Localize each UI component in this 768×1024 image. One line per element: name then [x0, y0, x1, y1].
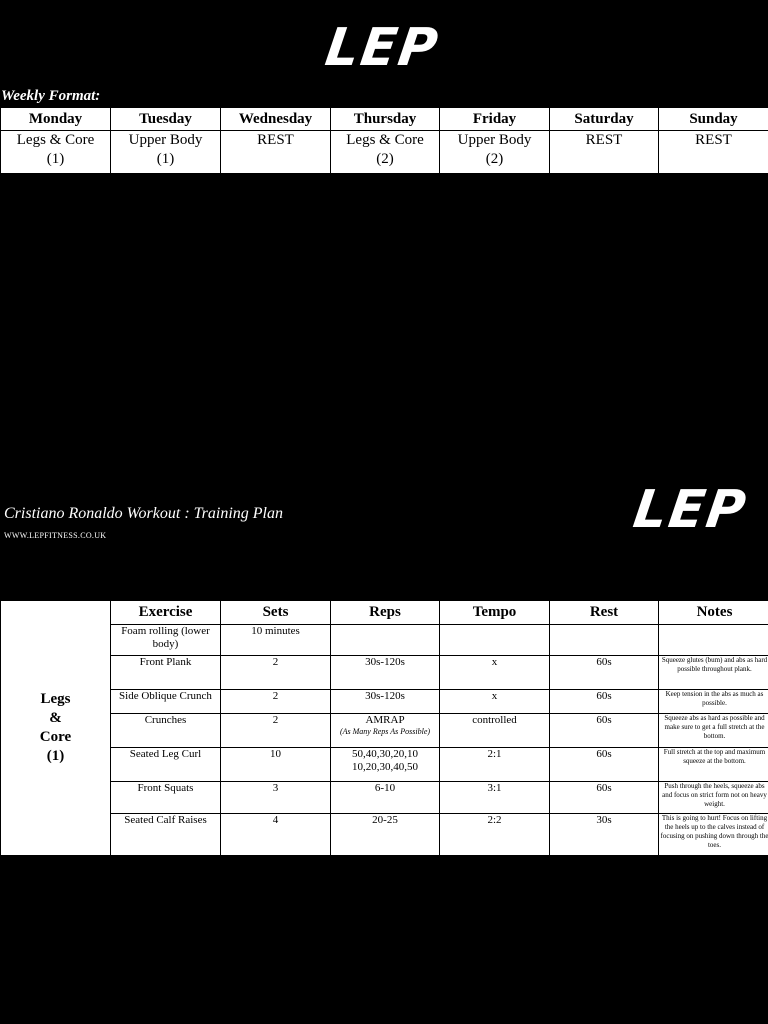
exercise-row — [1, 748, 768, 782]
exercise-row — [1, 714, 768, 748]
reps-value: AMRAP — [365, 714, 405, 726]
exercise-tempo — [440, 625, 550, 656]
session-name: Upper Body — [457, 132, 532, 148]
exercise-name: Side Oblique Crunch — [111, 690, 221, 714]
exercise-name: Front Plank — [111, 656, 221, 690]
day-session-cell — [221, 131, 331, 174]
exercise-notes: Push through the heels, squeeze abs and focus on strict form not on heavy weight. — [659, 782, 768, 814]
session-name: Legs & Core — [16, 132, 95, 148]
exercise-name: Crunches — [111, 714, 221, 748]
training-plan-table — [0, 600, 768, 856]
website-link[interactable]: WWW.LEPFITNESS.CO.UK — [4, 531, 107, 540]
weekly-format-table — [0, 107, 768, 174]
column-header-sets: Sets — [221, 601, 331, 625]
reps-value: 6-10 — [374, 782, 396, 794]
session-name: REST — [585, 132, 623, 148]
session-number: (1) — [46, 151, 65, 167]
exercise-notes: Full stretch at the top and maximum squeeze at the bottom. — [659, 748, 768, 782]
exercise-name: Front Squats — [111, 782, 221, 814]
column-header-exercise: Exercise — [111, 601, 221, 625]
day-header-wednesday: Wednesday — [221, 108, 331, 131]
column-header-notes: Notes — [659, 601, 768, 625]
group-label-line: Legs — [40, 691, 71, 707]
exercise-rest: 60s — [550, 656, 659, 690]
session-number: (2) — [376, 151, 394, 167]
exercise-notes: This is going to hurt! Focus on lifting the heels up to the calves instead of focusing on pushing down through the toes. — [659, 814, 768, 856]
group-label-line: (1) — [46, 748, 65, 764]
day-session-cell — [440, 131, 550, 174]
exercise-tempo: controlled — [440, 714, 550, 748]
exercise-sets: 2 — [221, 714, 331, 748]
exercise-tempo: x — [440, 656, 550, 690]
session-name: Upper Body — [128, 132, 203, 148]
exercise-row — [1, 814, 768, 856]
exercise-sets: 3 — [221, 782, 331, 814]
day-header-saturday: Saturday — [550, 108, 659, 131]
session-name: Legs & Core — [346, 132, 424, 148]
exercise-row — [1, 782, 768, 814]
day-header-tuesday: Tuesday — [111, 108, 221, 131]
exercise-notes: Keep tension in the abs as much as possible. — [659, 690, 768, 714]
exercise-rest: 60s — [550, 748, 659, 782]
exercise-sets: 4 — [221, 814, 331, 856]
exercise-row — [1, 656, 768, 690]
exercise-notes: Squeeze glutes (bum) and abs as hard possible throughout plank. — [659, 656, 768, 690]
exercise-name: Seated Calf Raises — [111, 814, 221, 856]
exercise-notes — [659, 625, 768, 656]
exercise-rest: 60s — [550, 714, 659, 748]
reps-value: 30s-120s — [365, 690, 405, 702]
exercise-tempo: 2:1 — [440, 748, 550, 782]
exercise-rest — [550, 625, 659, 656]
exercise-rest: 60s — [550, 782, 659, 814]
day-header-thursday: Thursday — [331, 108, 440, 131]
reps-note: (As Many Reps As Possible) — [339, 727, 431, 736]
reps-value: 30s-120s — [365, 656, 405, 668]
group-label-line: & — [49, 710, 62, 726]
exercise-row — [1, 625, 768, 656]
exercise-sets: 2 — [221, 656, 331, 690]
session-number: (1) — [156, 151, 175, 167]
day-session-cell — [1, 131, 111, 174]
exercise-row — [1, 690, 768, 714]
brand-logo-secondary: LEP — [629, 480, 751, 540]
exercise-sets: 2 — [221, 690, 331, 714]
exercise-reps — [331, 748, 440, 782]
session-number: (2) — [485, 151, 504, 167]
column-header-reps: Reps — [331, 601, 440, 625]
exercise-tempo: 2:2 — [440, 814, 550, 856]
exercise-name: Seated Leg Curl — [111, 748, 221, 782]
exercise-reps — [331, 625, 440, 656]
reps-value: 20-25 — [372, 814, 398, 826]
exercise-reps — [331, 814, 440, 856]
brand-logo: LEP — [321, 18, 443, 78]
day-header-friday: Friday — [440, 108, 550, 131]
day-session-cell — [331, 131, 440, 174]
exercise-reps — [331, 656, 440, 690]
exercise-reps — [331, 714, 440, 748]
column-header-tempo: Tempo — [440, 601, 550, 625]
day-header-sunday: Sunday — [659, 108, 768, 131]
exercise-tempo: 3:1 — [440, 782, 550, 814]
session-name: REST — [695, 132, 732, 148]
exercise-sets: 10 — [221, 748, 331, 782]
exercise-tempo: x — [440, 690, 550, 714]
day-session-cell — [111, 131, 221, 174]
group-label-line: Core — [39, 729, 72, 745]
workout-group-label — [1, 601, 111, 856]
day-header-monday: Monday — [1, 108, 111, 131]
exercise-name: Foam rolling (lower body) — [111, 625, 221, 656]
exercise-rest: 30s — [550, 814, 659, 856]
exercise-reps — [331, 782, 440, 814]
training-plan-title: Cristiano Ronaldo Workout : Training Plan — [4, 505, 283, 522]
weekly-format-label: Weekly Format: — [1, 88, 101, 104]
session-name: REST — [257, 132, 294, 148]
day-session-cell — [659, 131, 768, 174]
exercise-reps — [331, 690, 440, 714]
day-session-cell — [550, 131, 659, 174]
exercise-rest: 60s — [550, 690, 659, 714]
reps-value: 50,40,30,20,10 10,20,30,40,50 — [352, 748, 418, 773]
column-header-rest: Rest — [550, 601, 659, 625]
exercise-sets: 10 minutes — [221, 625, 331, 656]
exercise-notes: Squeeze abs as hard as possible and make sure to get a full stretch at the bottom. — [659, 714, 768, 748]
